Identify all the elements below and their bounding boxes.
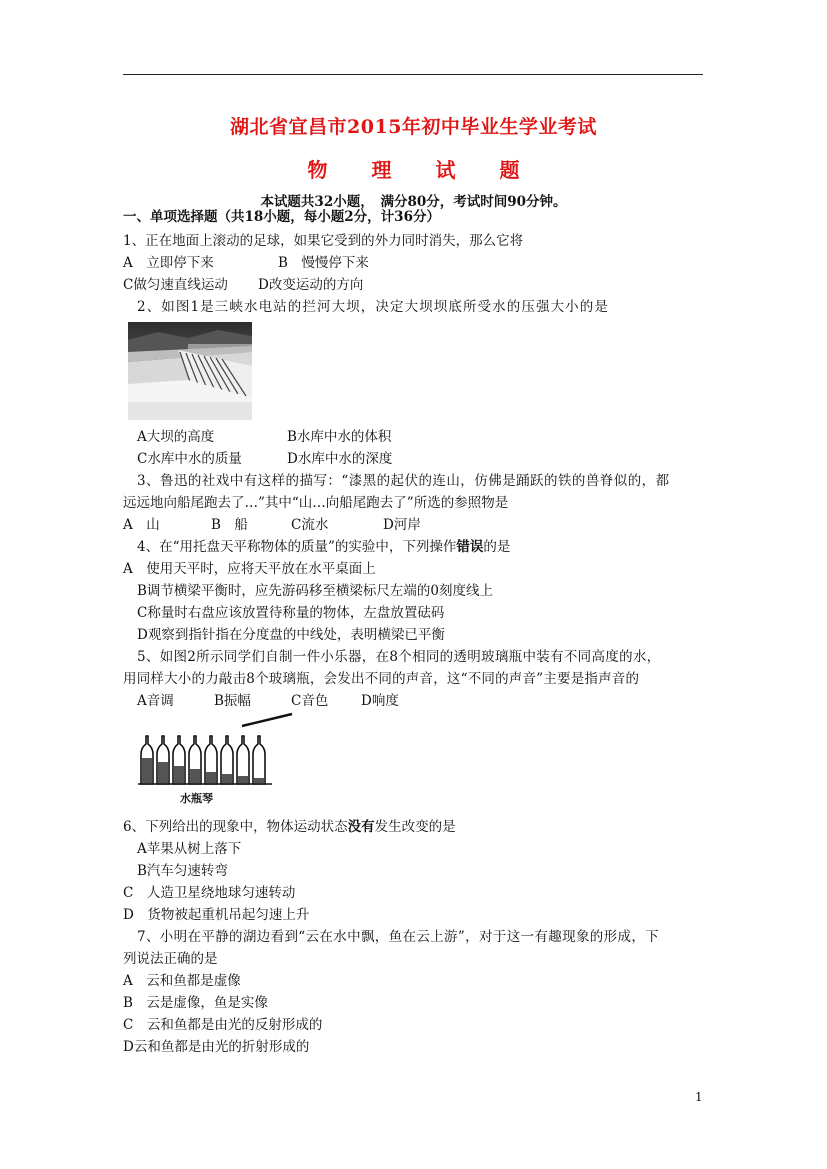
exam-info: 本试题共32小题， 满分80分，考试时间90分钟。: [260, 194, 567, 210]
option-d: D观察到指针指在分度盘的中线处，表明横梁已平衡: [137, 627, 445, 643]
option-c: C 人造卫星绕地球匀速转动: [123, 885, 296, 901]
emphasis-text: 错误: [456, 539, 484, 555]
dam-photo: [128, 322, 252, 424]
question-1-options-cd: [123, 276, 363, 294]
stem-text: 发生改变的是: [374, 819, 456, 835]
question-2-options-cd: [137, 450, 392, 468]
subtitle-char: 理: [371, 158, 392, 182]
page-number: 1: [695, 1090, 703, 1104]
option-b: B振幅: [214, 693, 251, 709]
option-b: B 慢慢停下来: [278, 255, 369, 271]
option-d: D云和鱼都是由光的折射形成的: [123, 1039, 310, 1055]
option-d: D河岸: [383, 517, 421, 533]
option-d: D改变运动的方向: [258, 277, 364, 293]
subtitle-char: 题: [499, 158, 520, 182]
option-c: C称量时右盘应该放置待称量的物体，左盘放置砝码: [137, 605, 445, 621]
option-d: D水库中水的深度: [287, 451, 393, 467]
option-a: A 山: [123, 517, 160, 533]
option-b: B调节横梁平衡时，应先游码移至横梁标尺左端的0刻度线上: [137, 583, 494, 599]
figure-caption: 水瓶琴: [180, 792, 213, 805]
question-7-stem-line2: 列说法正确的是: [123, 951, 218, 967]
question-7-stem-line1: 7、小明在平静的湖边看到“云在水中飘，鱼在云上游”，对于这一有趣现象的形成，下: [137, 929, 660, 945]
option-a: A音调: [137, 693, 174, 709]
water-bottle-figure: [134, 712, 294, 810]
subtitle-char: 试: [435, 158, 456, 182]
option-b: B水库中水的体积: [287, 429, 392, 445]
question-5-stem-line2: 用同样大小的力敲击8个玻璃瓶，会发出不同的声音，这“不同的声音”主要是指声音的: [123, 671, 640, 687]
option-d: D响度: [361, 693, 399, 709]
option-d: D 货物被起重机吊起匀速上升: [123, 907, 310, 923]
exam-subtitle: [0, 154, 827, 183]
stem-text: 4、在“用托盘天平称物体的质量”的实验中，下列操作: [137, 539, 457, 555]
option-b: B 船: [211, 517, 248, 533]
question-5-stem-line1: 5、如图2所示同学们自制一件小乐器，在8个相同的透明玻璃瓶中装有不同高度的水，: [137, 649, 661, 665]
option-b: B 云是虚像，鱼是实像: [123, 995, 268, 1011]
option-b: B汽车匀速转弯: [137, 863, 228, 879]
option-a: A 使用天平时，应将天平放在水平桌面上: [123, 561, 376, 577]
option-c: C音色: [291, 693, 329, 709]
option-c: C流水: [291, 517, 329, 533]
option-c: C做匀速直线运动: [123, 277, 228, 293]
option-a: A 立即停下来: [123, 255, 214, 271]
stem-text: 的是: [483, 539, 511, 555]
question-6-stem: [123, 818, 456, 836]
option-a: A苹果从树上落下: [137, 841, 242, 857]
question-4-stem: [137, 538, 510, 556]
question-3-stem-line2: 远远地向船尾跑去了…”其中“山…向船尾跑去了”所选的参照物是: [123, 495, 509, 511]
emphasis-text: 没有: [347, 819, 375, 835]
option-c: C水库中水的质量: [137, 451, 242, 467]
option-a: A 云和鱼都是虚像: [123, 973, 241, 989]
question-2-options-ab: [137, 428, 391, 446]
option-c: C 云和鱼都是由光的反射形成的: [123, 1017, 323, 1033]
question-1-stem: 1、正在地面上滚动的足球，如果它受到的外力同时消失，那么它将: [123, 233, 524, 249]
exam-title: 湖北省宜昌市2015年初中毕业生学业考试: [230, 116, 597, 138]
question-3-options: [123, 516, 421, 534]
stem-text: 6、下列给出的现象中，物体运动状态: [123, 819, 348, 835]
section-heading: 一、单项选择题（共18小题，每小题2分，计36分）: [123, 209, 440, 225]
option-a: A大坝的高度: [137, 429, 215, 445]
question-2-stem: 2、如图1是三峡水电站的拦河大坝，决定大坝坝底所受水的压强大小的是: [137, 299, 609, 315]
top-rule: [123, 74, 703, 75]
subtitle-char: 物: [307, 158, 328, 182]
question-5-options: [137, 692, 399, 710]
question-1-options-ab: [123, 254, 369, 272]
question-3-stem-line1: 3、鲁迅的社戏中有这样的描写：“漆黑的起伏的连山，仿佛是踊跃的铁的兽脊似的，都: [137, 473, 670, 489]
